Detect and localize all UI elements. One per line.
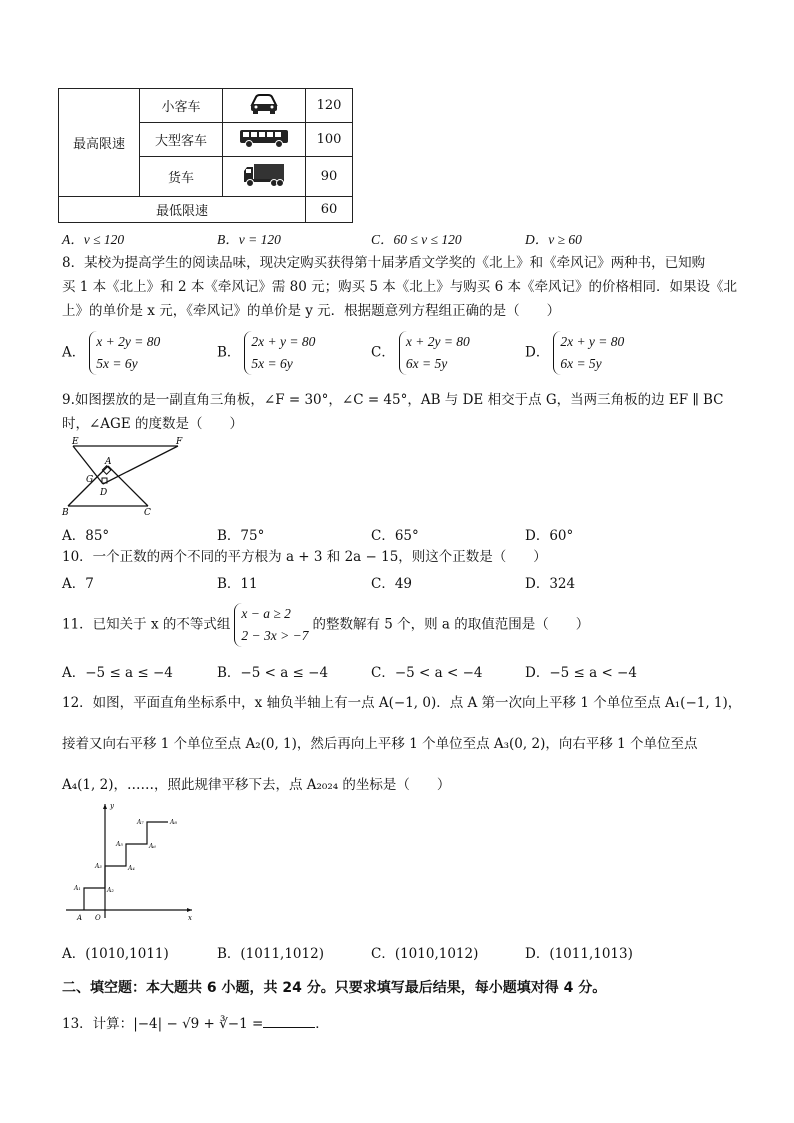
q11-text-before: 11．已知关于 x 的不等式组 xyxy=(62,616,231,633)
q10-option-d: D．324 xyxy=(525,576,576,592)
axis-label-y: y xyxy=(110,802,114,810)
q9-option-b: B．75° xyxy=(217,528,265,544)
equation: 2x + y = 80 xyxy=(560,334,625,349)
q11-text-after: 的整数解有 5 个，则 a 的取值范围是（ ） xyxy=(312,616,590,633)
vehicle-label: 小客车 xyxy=(140,89,223,123)
label-b: B xyxy=(62,508,69,516)
equation: 2x + y = 80 xyxy=(251,334,316,349)
row-header-max-speed: 最高限速 xyxy=(59,89,140,197)
point-a7-label: A₇ xyxy=(137,819,144,826)
option-label: B． xyxy=(217,344,241,361)
q13-suffix: ． xyxy=(315,1016,329,1032)
label-d: D xyxy=(100,488,108,498)
q9-option-c: C．65° xyxy=(371,528,419,544)
point-a4-label: A₄ xyxy=(128,865,135,872)
equation: 5x = 6y xyxy=(96,356,138,371)
point-a8-label: A₈ xyxy=(170,819,177,826)
speed-value: 120 xyxy=(306,89,353,123)
q7-option-a: A．v ≤ 120 xyxy=(62,232,125,247)
q8-option-a xyxy=(62,331,160,375)
equation: x + 2y = 80 xyxy=(96,334,161,349)
car-icon xyxy=(223,89,306,123)
inequality: 2 − 3x > −7 xyxy=(241,628,309,643)
speed-limit-table xyxy=(58,88,353,223)
label-e: E xyxy=(72,437,79,447)
q13-prefix: 13．计算： xyxy=(62,1016,134,1032)
q12-option-c: C．(1010,1012) xyxy=(371,946,479,962)
label-g: G xyxy=(86,475,94,485)
triangle-figure xyxy=(58,436,198,516)
inequality: x − a ≥ 2 xyxy=(241,606,291,621)
q11-option-d: D．−5 ≤ a < −4 xyxy=(525,665,637,681)
q9-line-2: 时，∠AGE 的度数是（ ） xyxy=(62,416,243,432)
point-a1-label: A₁ xyxy=(74,885,81,892)
equation: 5x = 6y xyxy=(251,356,293,371)
label-a: A xyxy=(105,457,112,467)
q9-line-1: 9.如图摆放的是一副直角三角板，∠F = 30°，∠C = 45°，AB 与 DE 相交于点 G，当两三角板的边 EF ∥ BC xyxy=(62,392,724,408)
q12-line-2: 接着又向右平移 1 个单位至点 A₂(0, 1)，然后再向上平移 1 个单位至点 A₃(0, 2)，向右平移 1 个单位至点 xyxy=(62,736,698,752)
q12-line-1: 12．如图，平面直角坐标系中，x 轴负半轴上有一点 A(−1, 0)．点 A 第一次向上平移 1 个单位至点 A₁(−1, 1)， xyxy=(62,695,742,711)
point-a2-label: A₂ xyxy=(107,887,114,894)
equation: 6x = 5y xyxy=(560,356,602,371)
q13-expression: |−4| − √9 + ∛−1 = xyxy=(133,1016,264,1032)
vehicle-label: 大型客车 xyxy=(140,123,223,157)
origin-label: O xyxy=(95,914,101,922)
q7-option-b: B．v = 120 xyxy=(217,232,281,247)
truck-icon xyxy=(223,157,306,197)
option-label: C． xyxy=(371,344,395,361)
q12-option-d: D．(1011,1013) xyxy=(525,946,633,962)
min-speed-label: 最低限速 xyxy=(59,197,306,223)
point-a-label: A xyxy=(77,914,83,922)
q12-line-3: A₄(1, 2)，……，照此规律平移下去，点 A₂₀₂₄ 的坐标是（ ） xyxy=(62,777,451,793)
q11-stem xyxy=(62,603,589,647)
coordinate-figure xyxy=(62,800,197,922)
q11-option-c: C．−5 < a < −4 xyxy=(371,665,483,681)
point-a6-label: A₆ xyxy=(149,843,156,850)
q13 xyxy=(62,1012,329,1032)
point-a3-label: A₃ xyxy=(95,863,102,870)
q9-option-a: A．85° xyxy=(62,528,110,544)
option-label: D． xyxy=(525,344,550,361)
q11-option-a: A．−5 ≤ a ≤ −4 xyxy=(62,665,173,681)
q12-option-b: B．(1011,1012) xyxy=(217,946,324,962)
label-f: F xyxy=(176,437,183,447)
q7-option-c: C．60 ≤ v ≤ 120 xyxy=(371,232,462,247)
label-c: C xyxy=(144,508,151,516)
speed-value: 100 xyxy=(306,123,353,157)
section-heading: 二、填空题：本大题共 6 小题，共 24 分。只要求填写最后结果，每小题填对得 4 分。 xyxy=(62,980,607,996)
q8-line-1: 8．某校为提高学生的阅读品味，现决定购买获得第十届茅盾文学奖的《北上》和《牵风记》两种书，已知购 xyxy=(62,255,706,271)
equation: x + 2y = 80 xyxy=(405,334,470,349)
min-speed-value: 60 xyxy=(306,197,353,223)
q10-option-b: B．11 xyxy=(217,576,258,592)
q8-option-b xyxy=(217,331,315,375)
q8-line-2: 买 1 本《北上》和 2 本《牵风记》需 80 元；购买 5 本《北上》与购买 6 本《牵风记》的价格相同．如果设《北 xyxy=(62,279,737,295)
q10-option-a: A．7 xyxy=(62,576,94,592)
q9-option-d: D．60° xyxy=(525,528,574,544)
q10-text: 10．一个正数的两个不同的平方根为 a + 3 和 2a − 15，则这个正数是（ ） xyxy=(62,549,547,565)
speed-value: 90 xyxy=(306,157,353,197)
q11-option-b: B．−5 < a ≤ −4 xyxy=(217,665,329,681)
vehicle-label: 货车 xyxy=(140,157,223,197)
bus-icon xyxy=(223,123,306,157)
point-a5-label: A₅ xyxy=(116,841,123,848)
q7-option-d: D．v ≥ 60 xyxy=(525,232,582,247)
q8-option-c xyxy=(371,331,470,375)
q10-option-c: C．49 xyxy=(371,576,413,592)
answer-blank[interactable] xyxy=(263,1015,315,1028)
axis-label-x: x xyxy=(188,914,192,922)
q8-option-d xyxy=(525,331,624,375)
q8-line-3: 上》的单价是 x 元，《牵风记》的单价是 y 元．根据题意列方程组正确的是（ ） xyxy=(62,303,561,319)
option-label: A． xyxy=(62,344,86,361)
equation: 6x = 5y xyxy=(405,356,448,371)
q12-option-a: A．(1010,1011) xyxy=(62,946,169,962)
